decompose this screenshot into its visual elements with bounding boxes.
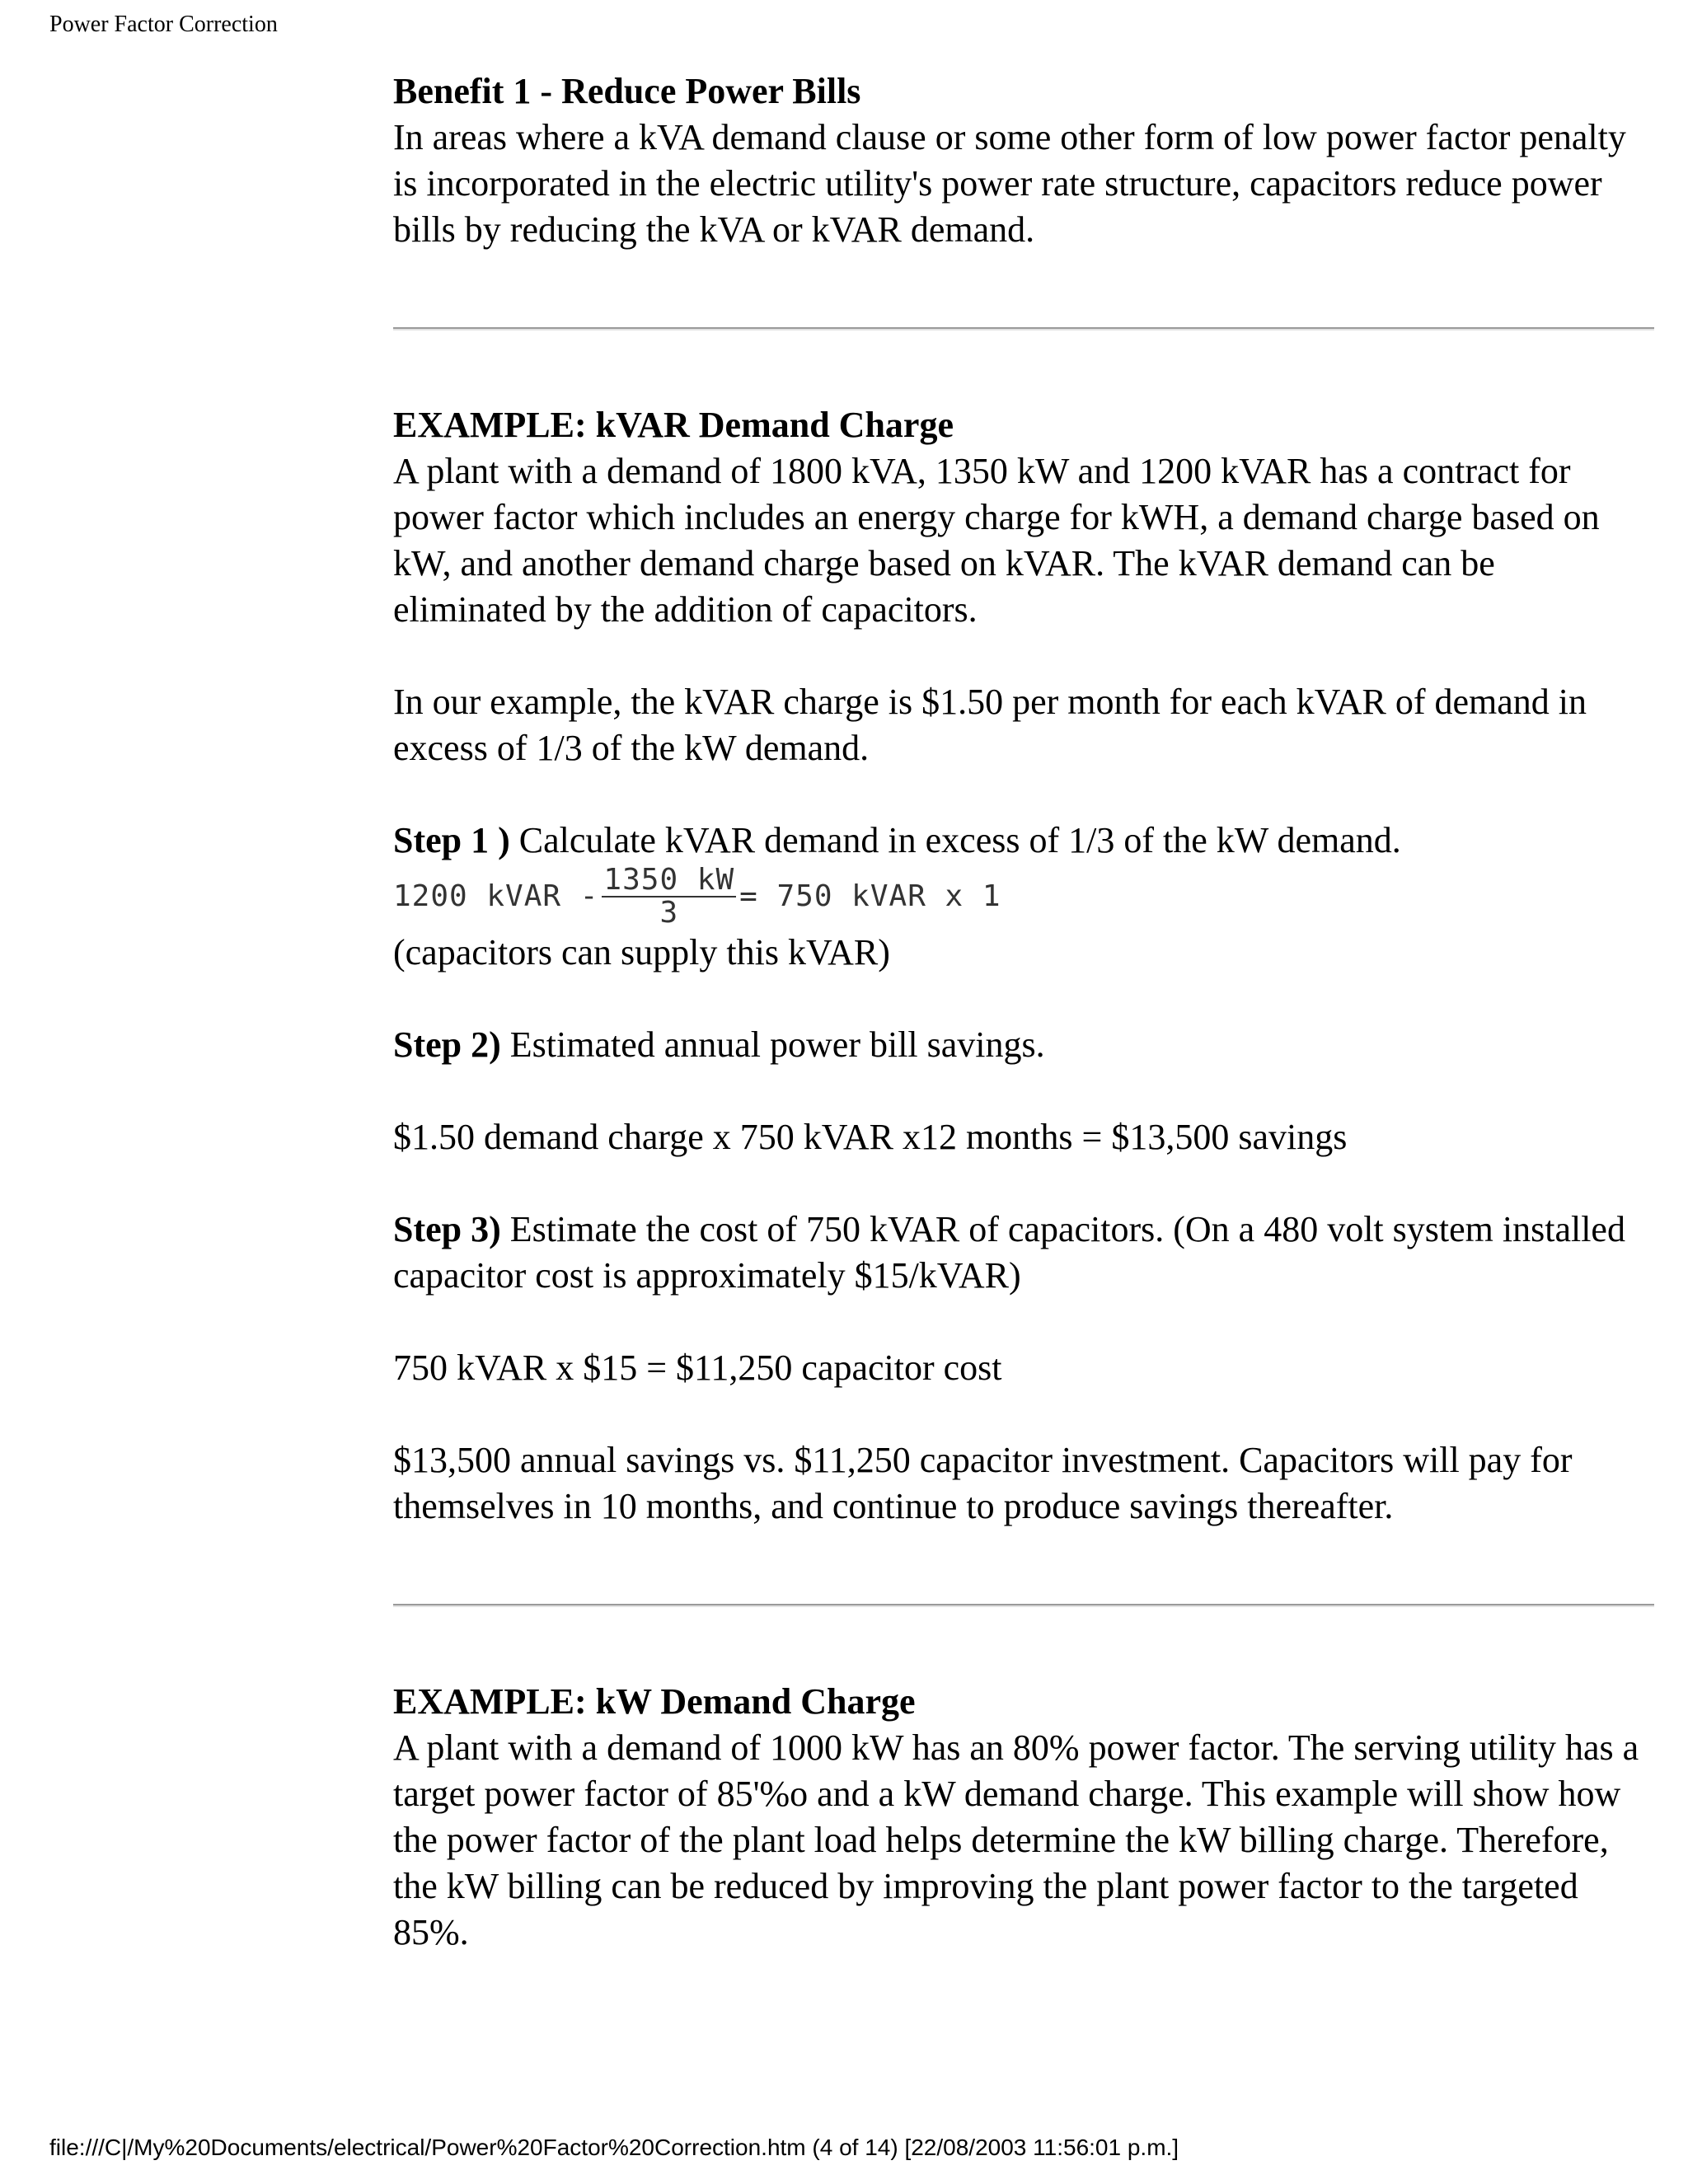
- formula-right: = 750 kVAR x 1: [739, 879, 1001, 913]
- step-3: [393, 1207, 1654, 1299]
- benefit-1-heading: Benefit 1 - Reduce Power Bills: [393, 71, 861, 111]
- page-footer-url: file:///C|/My%20Documents/electrical/Power%20Factor%20Correction.htm (4 of 14) [22/08/2003 11:56:01 p.m.]: [49, 2135, 1179, 2160]
- kvar-example-intro: A plant with a demand of 1800 kVA, 1350 kW and 1200 kVAR has a contract for power factor which includes an energy charge for kWH, a demand charge based on kW, and another demand charge based on kVAR. The kVAR demand can be eliminated by the addition of capacitors.: [393, 451, 1600, 630]
- kvar-conclusion: $13,500 annual savings vs. $11,250 capacitor investment. Capacitors will pay for themselves in 10 months, and continue to produce savings thereafter.: [393, 1440, 1573, 1526]
- step-2-label: Step 2): [393, 1024, 501, 1065]
- step-2-text: Estimated annual power bill savings.: [500, 1024, 1045, 1065]
- kvar-charge-text: In our example, the kVAR charge is $1.50 per month for each kVAR of demand in excess of 1/3 of the kW demand.: [393, 682, 1587, 768]
- kvar-example-heading: EXAMPLE: kVAR Demand Charge: [393, 405, 954, 445]
- kvar-example-section: [393, 402, 1654, 1530]
- step-1: [393, 818, 1654, 864]
- step-3-calc: 750 kVAR x $15 = $11,250 capacitor cost: [393, 1347, 1002, 1388]
- benefit-1-text: In areas where a kVA demand clause or some other form of low power factor penalty is incorporated in the electric utility's power rate structure, capacitors reduce power bills by reducing the kVA or kVAR demand.: [393, 117, 1626, 250]
- step-3-label: Step 3): [393, 1209, 501, 1249]
- kvar-formula: [393, 864, 1654, 930]
- step-1-text: Calculate kVAR demand in excess of 1/3 of the kW demand.: [509, 820, 1401, 860]
- main-content: [393, 68, 1654, 1956]
- formula-numerator: 1350 kW: [603, 863, 735, 897]
- formula-denominator: 3: [659, 896, 679, 930]
- formula-fraction: [602, 865, 736, 929]
- formula-left: 1200 kVAR -: [393, 879, 599, 913]
- page-header-title: Power Factor Correction: [49, 12, 278, 37]
- kw-example-section: [393, 1679, 1654, 1956]
- step-2-calc: $1.50 demand charge x 750 kVAR x12 months = $13,500 savings: [393, 1117, 1348, 1157]
- kw-example-heading: EXAMPLE: kW Demand Charge: [393, 1681, 916, 1722]
- step-3-text: Estimate the cost of 750 kVAR of capacitors. (On a 480 volt system installed capacitor cost is approximately $15/kVAR): [393, 1209, 1625, 1296]
- step-1-note: (capacitors can supply this kVAR): [393, 932, 890, 972]
- benefit-1-section: [393, 68, 1654, 253]
- separator: [393, 327, 1654, 330]
- step-2: [393, 1022, 1654, 1068]
- step-1-label: Step 1 ): [393, 820, 510, 860]
- separator: [393, 1604, 1654, 1607]
- kw-example-text: A plant with a demand of 1000 kW has an 80% power factor. The serving utility has a target power factor of 85'%o and a kW demand charge. This example will show how the power factor of the plant load helps determine the kW billing charge. Therefore, the kW billing can be reduced by improving the plant power factor to the targeted 85%.: [393, 1727, 1639, 1952]
